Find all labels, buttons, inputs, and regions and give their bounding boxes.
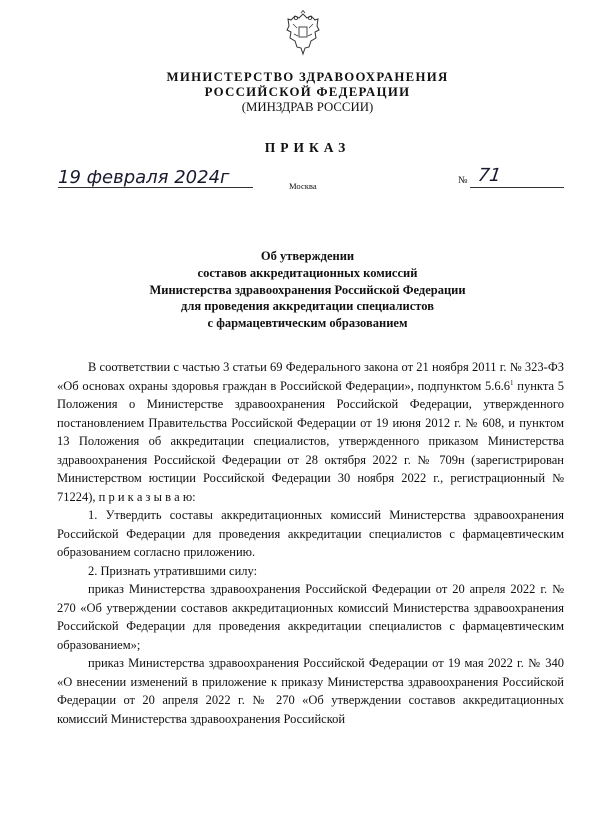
handwritten-date: 19 февраля 2024г bbox=[58, 167, 230, 188]
order-title-block bbox=[60, 140, 555, 156]
handwritten-number: 71 bbox=[476, 165, 503, 186]
subject-line: с фармацевтическим образованием bbox=[207, 316, 408, 331]
order-subject bbox=[60, 248, 555, 332]
repealed-order-1: приказ Министерства здравоохранения Российской Федерации от 20 апреля 2022 г. № 270 «Об утверждении составов аккредитационных комиссий Министерства здравоохранения Российской Федерации для проведения аккредитации специалистов с фармацевтическим образованием»; bbox=[57, 582, 564, 652]
subject-line: составов аккредитационных комиссий bbox=[197, 265, 418, 280]
number-field bbox=[470, 167, 564, 188]
coat-of-arms-icon bbox=[285, 10, 321, 56]
ministry-short-name: (МИНЗДРАВ РОССИИ) bbox=[241, 100, 374, 114]
subject-line: для проведения аккредитации специалистов bbox=[181, 299, 434, 314]
number-sign: № bbox=[458, 175, 468, 186]
order-title: ПРИКАЗ bbox=[264, 140, 351, 155]
ministry-name-line1: МИНИСТЕРСТВО ЗДРАВООХРАНЕНИЯ bbox=[166, 70, 449, 84]
preamble-paragraph bbox=[57, 358, 564, 506]
clause-2: 2. Признать утратившими силу: bbox=[88, 563, 258, 578]
subject-line: Министерства здравоохранения Российской Федерации bbox=[149, 282, 466, 297]
preamble-text-rest: пункта 5 Положения о Министерстве здравоохранения Российской Федерации, утвержденного постановлением Правительства Российской Федерации от 19 июня 2012 г. № 608, и пунктом 13 Положения об аккредитации специалистов, утвержденного приказом Министерства здравоохранения Российской Федерации от 28 октября 2022 г. № 709н (зарегистрирован Министерством юстиции Российской Федерации 30 ноября 2022 г., регистрационный № 71224), п р и к а з ы в а ю: bbox=[57, 378, 564, 504]
order-body bbox=[57, 358, 564, 728]
clause-1: 1. Утвердить составы аккредитационных комиссий Министерства здравоохранения Российской Федерации для проведения аккредитации специалистов с фармацевтическим образованием согласно приложению. bbox=[57, 508, 564, 559]
ministry-header bbox=[60, 70, 555, 115]
preamble-text: В соответствии с частью 3 статьи 69 Федерального закона от 21 ноября 2011 г. № 323-ФЗ «Об основах охраны здоровья граждан в Российской Федерации», подпунктом 5.6.6 bbox=[57, 360, 564, 393]
repealed-order-2: приказ Министерства здравоохранения Российской Федерации от 19 мая 2022 г. № 340 «О внесении изменений в приложение к приказу Министерства здравоохранения Российской Федерации от 20 апреля 2022 г. № 270 «Об утверждении составов аккредитационных комиссий Министерства здравоохранения Российской bbox=[57, 656, 564, 726]
city-label: Москва bbox=[289, 181, 317, 191]
subject-line: Об утверждении bbox=[260, 249, 355, 263]
date-field bbox=[58, 167, 253, 188]
ministry-name-line2: РОССИЙСКОЙ ФЕДЕРАЦИИ bbox=[204, 85, 411, 99]
footnote-superscript: 1 bbox=[510, 378, 514, 387]
